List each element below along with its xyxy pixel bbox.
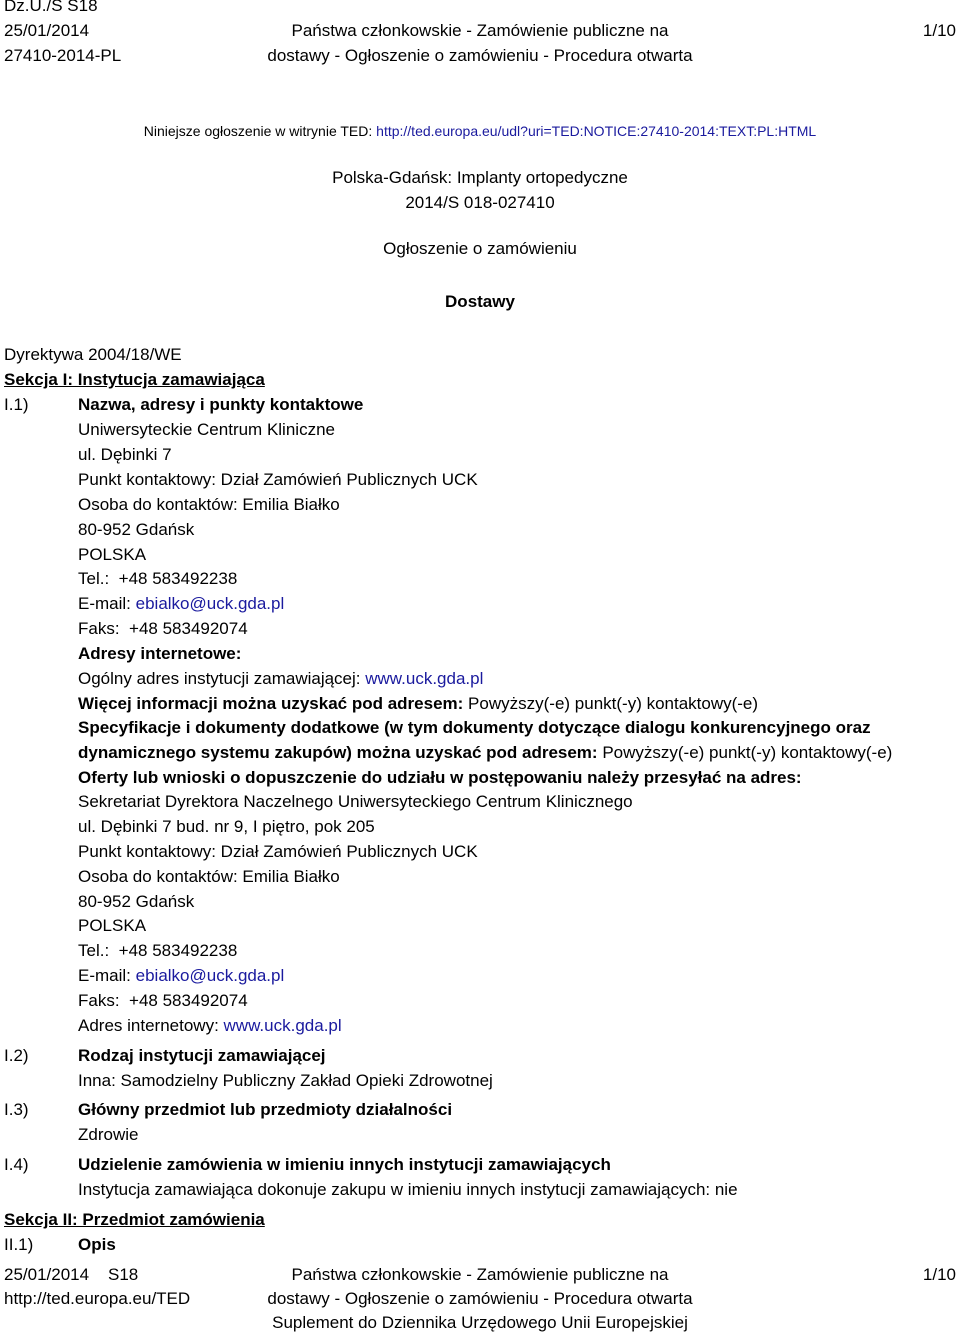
directive: Dyrektywa 2004/18/WE: [4, 345, 182, 364]
item-number: I.2): [4, 1046, 29, 1065]
item-title: Nazwa, adresy i punkty kontaktowe: [78, 395, 364, 414]
footer-date: 25/01/2014: [4, 1265, 90, 1284]
header-title-line1: Państwa członkowskie - Zamówienie publiczne na: [291, 21, 669, 40]
offers-email-line: [78, 966, 284, 986]
item-title: Rodzaj instytucji zamawiającej: [78, 1046, 326, 1065]
spec-label-line1: Specyfikacje i dokumenty dodatkowe (w tym dokumenty dotyczące dialogu konkurencyjnego oraz: [78, 718, 871, 737]
offers-tel-line: [78, 941, 237, 961]
spec-line2: [78, 743, 892, 763]
notice-type: Ogłoszenie o zamówieniu: [383, 239, 577, 258]
offers-internet-label: Adres internetowy:: [78, 1016, 219, 1035]
item-number: II.1): [4, 1235, 34, 1254]
header-date: 25/01/2014: [4, 21, 90, 40]
more-info-label: Więcej informacji można uzyskać pod adresem:: [78, 694, 464, 713]
item-title: Główny przedmiot lub przedmioty działalności: [78, 1100, 453, 1119]
offers-internet-link[interactable]: www.uck.gda.pl: [223, 1016, 342, 1035]
offers-email-label: E-mail:: [78, 966, 131, 985]
offers-tel-value: +48 583492238: [118, 941, 238, 960]
org-country: POLSKA: [78, 545, 147, 564]
header-notice-id: 27410-2014-PL: [4, 46, 122, 65]
footer-title-line1: Państwa członkowskie - Zamówienie publiczne na: [291, 1265, 669, 1284]
offers-street: ul. Dębinki 7 bud. nr 9, I piętro, pok 205: [78, 817, 375, 836]
offers-country: POLSKA: [78, 916, 147, 935]
general-address-label: Ogólny adres instytucji zamawiającej:: [78, 669, 361, 688]
offers-contact-person: Osoba do kontaktów: Emilia Białko: [78, 867, 340, 886]
offers-fax-value: +48 583492074: [129, 991, 248, 1010]
fax-line: [78, 619, 248, 639]
footer-title-line2: dostawy - Ogłoszenie o zamówieniu - Procedura otwarta: [267, 1289, 693, 1308]
footer-url: http://ted.europa.eu/TED: [4, 1289, 191, 1308]
footer-page: 1/10: [922, 1265, 956, 1284]
tel-line: [78, 569, 237, 589]
item-number: I.4): [4, 1155, 29, 1174]
notice-title: Polska-Gdańsk: Implanty ortopedyczne: [332, 168, 628, 187]
contact-point: Punkt kontaktowy: Dział Zamówień Publicznych UCK: [78, 470, 478, 489]
offers-internet-line: [78, 1016, 342, 1036]
org-name: Uniwersyteckie Centrum Kliniczne: [78, 420, 335, 439]
header-page: 1/10: [922, 21, 956, 40]
offers-contact-point: Punkt kontaktowy: Dział Zamówień Publicznych UCK: [78, 842, 478, 861]
item-title: Udzielenie zamówienia w imieniu innych instytucji zamawiających: [78, 1155, 611, 1174]
notice-category: Dostawy: [445, 292, 515, 311]
fax-value: +48 583492074: [129, 619, 248, 638]
intro-link[interactable]: http://ted.europa.eu/udl?uri=TED:NOTICE:27410-2014:TEXT:PL:HTML: [376, 123, 817, 139]
general-address-line: [78, 669, 483, 689]
email-link[interactable]: ebialko@uck.gda.pl: [135, 594, 285, 613]
org-city: 80-952 Gdańsk: [78, 520, 195, 539]
general-address-link[interactable]: www.uck.gda.pl: [365, 669, 484, 688]
item-title: Opis: [78, 1235, 116, 1254]
item-number: I.3): [4, 1100, 29, 1119]
offers-name: Sekretariat Dyrektora Naczelnego Uniwersyteckiego Centrum Klinicznego: [78, 792, 633, 811]
fax-label: Faks:: [78, 619, 120, 638]
footer-title-line3: Suplement do Dziennika Urzędowego Unii Europejskiej: [272, 1313, 688, 1332]
tel-label: Tel.:: [78, 569, 110, 588]
email-label: E-mail:: [78, 594, 131, 613]
item-value: Zdrowie: [78, 1125, 139, 1144]
section-2-heading: Sekcja II: Przedmiot zamówienia: [4, 1210, 265, 1229]
footer-journal: S18: [108, 1265, 139, 1284]
offers-tel-label: Tel.:: [78, 941, 110, 960]
intro-line: [0, 123, 960, 139]
internet-heading: Adresy internetowe:: [78, 644, 242, 663]
email-line: [78, 594, 284, 614]
item-number: I.1): [4, 395, 29, 414]
offers-label: Oferty lub wnioski o dopuszczenie do udziału w postępowaniu należy przesyłać na adres:: [78, 768, 802, 787]
contact-person: Osoba do kontaktów: Emilia Białko: [78, 495, 340, 514]
item-value: Instytucja zamawiająca dokonuje zakupu w imieniu innych instytucji zamawiających: nie: [78, 1180, 738, 1199]
item-value: Inna: Samodzielny Publiczny Zakład Opieki Zdrowotnej: [78, 1071, 493, 1090]
section-1-heading: Sekcja I: Instytucja zamawiająca: [4, 370, 265, 389]
spec-value: Powyższy(-e) punkt(-y) kontaktowy(-e): [602, 743, 893, 762]
header-journal: Dz.U./S S18: [4, 0, 98, 15]
tel-value: +48 583492238: [118, 569, 238, 588]
offers-fax-label: Faks:: [78, 991, 120, 1010]
offers-fax-line: [78, 991, 248, 1011]
offers-city: 80-952 Gdańsk: [78, 892, 195, 911]
spec-label-line2: dynamicznego systemu zakupów) można uzyskać pod adresem:: [78, 743, 598, 762]
header-title-line2: dostawy - Ogłoszenie o zamówieniu - Procedura otwarta: [267, 46, 693, 65]
notice-number: 2014/S 018-027410: [405, 193, 555, 212]
more-info-value: Powyższy(-e) punkt(-y) kontaktowy(-e): [468, 694, 759, 713]
intro-text: Niniejsze ogłoszenie w witrynie TED:: [143, 123, 377, 139]
offers-email-link[interactable]: ebialko@uck.gda.pl: [135, 966, 285, 985]
more-info-line: [78, 694, 758, 714]
org-street: ul. Dębinki 7: [78, 445, 172, 464]
